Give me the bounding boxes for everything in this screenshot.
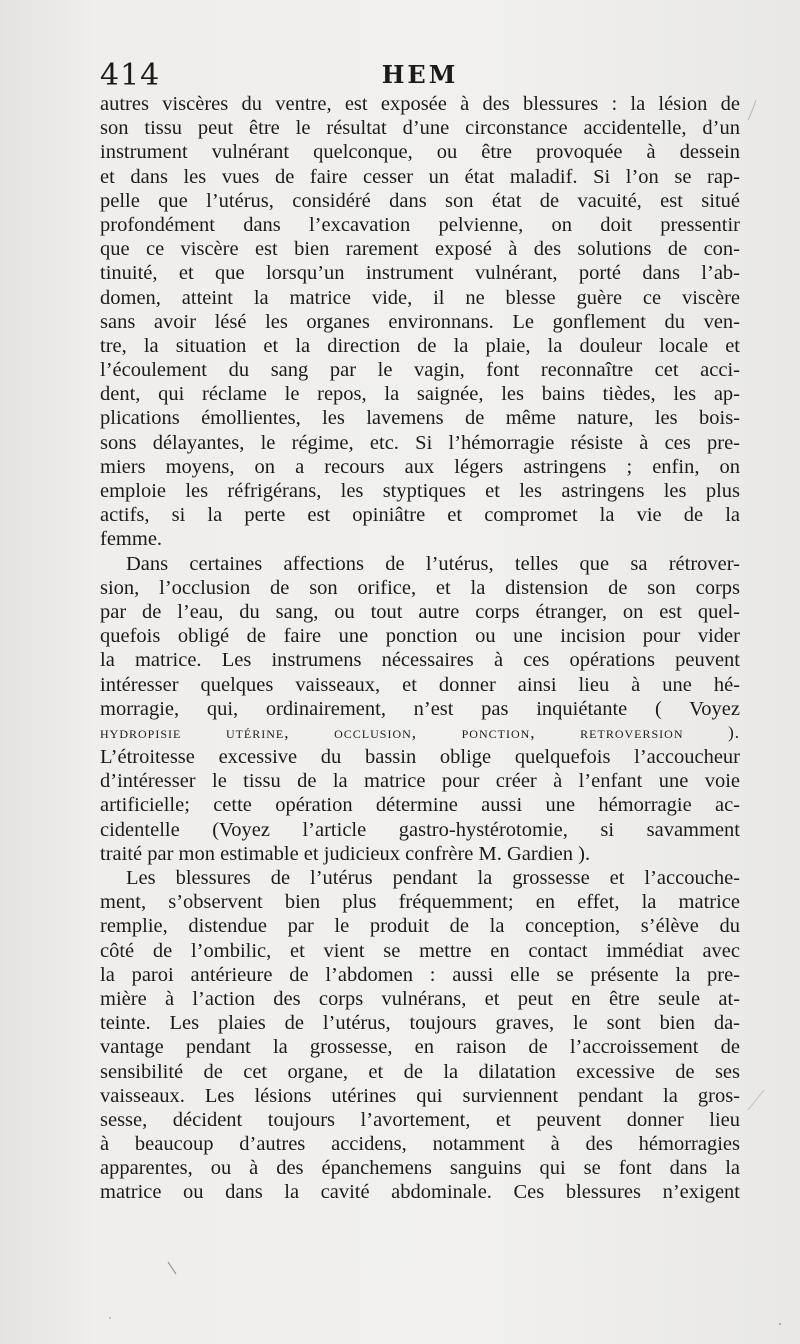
text-line: tinuité, et que lorsqu’un instrument vulnérant, porté dans l’ab- [100, 262, 740, 285]
text-line: instrument vulnérant quelconque, ou être provoquée à dessein [100, 141, 740, 164]
running-head: HEM [381, 60, 459, 89]
text-line: actifs, si la perte est opiniâtre et compromet la vie de la [100, 504, 740, 527]
text-line: par de l’eau, du sang, ou tout autre corps étranger, on est quel- [100, 600, 740, 623]
text-line: que ce viscère est bien rarement exposé à des solutions de con- [100, 238, 740, 261]
text-line: quefois obligé de faire une ponction ou une incision pour vider [100, 625, 740, 648]
text-line: miers moyens, on a recours aux légers astringens ; enfin, on [100, 455, 740, 478]
text-line: emploie les réfrigérans, les styptiques et les astringens les plus [100, 480, 740, 502]
text-line: profondément dans l’excavation pelvienne, on doit pressentir [100, 213, 740, 236]
text-line: mière à l’action des corps vulnérans, et peut en être seule at- [100, 987, 740, 1010]
text-line: sans avoir lésé les organes environnans. Le gonflement du ven- [100, 310, 740, 333]
page-header [100, 58, 740, 92]
text-line: et dans les vues de faire cesser un état maladif. Si l’on se rap- [100, 165, 740, 188]
text-line: sons délayantes, le régime, etc. Si l’hémorragie résiste à ces pre- [100, 431, 740, 454]
text-line: apparentes, ou à des épanchemens sanguins qui se font dans la [100, 1157, 740, 1180]
text-line: cidentelle (Voyez l’article gastro-hystérotomie, si savamment [100, 818, 740, 841]
text-line: l’écoulement du sang par le vagin, font reconnaître cet acci- [100, 359, 740, 382]
text-line: vantage pendant la grossesse, en raison de l’accroissement de [100, 1036, 740, 1059]
body-text [100, 92, 740, 1205]
text-line: matrice ou dans la cavité abdominale. Ces blessures n’exigent [100, 1181, 740, 1204]
text-line: ment, s’observent bien plus fréquemment; en effet, la matrice [100, 891, 740, 914]
text-line: vaisseaux. Les lésions utérines qui surviennent pendant la gros- [100, 1084, 740, 1107]
text-line: femme. [100, 528, 163, 551]
text-line: hydropisie utérine, occlusion, ponction, retroversion ). [100, 722, 740, 742]
text-line: tre, la situation et la direction de la plaie, la douleur locale et [100, 334, 740, 357]
text-line: côté de l’ombilic, et vient se mettre en contact immédiat avec [100, 939, 740, 962]
text-line: remplie, distendue par le produit de la conception, s’élève du [100, 915, 740, 938]
text-line: domen, atteint la matrice vide, il ne blesse guère ce viscère [100, 286, 740, 309]
text-line: d’intéresser le tissu de la matrice pour créer à l’enfant une voie [100, 770, 740, 793]
text-line: autres viscères du ventre, est exposée à des blessures : la lésion de [100, 93, 740, 115]
text-line: Les blessures de l’utérus pendant la grossesse et l’accouche- [126, 867, 740, 889]
text-line: L’étroitesse excessive du bassin oblige quelquefois l’accoucheur [100, 746, 740, 769]
page-number: 414 [100, 58, 161, 93]
text-line: traité par mon estimable et judicieux confrère M. Gardien ). [100, 842, 591, 865]
text-line: la paroi antérieure de l’abdomen : aussi elle se présente la pre- [100, 963, 740, 986]
text-line: la matrice. Les instrumens nécessaires à ces opérations peuvent [100, 649, 740, 672]
text-line: morragie, qui, ordinairement, n’est pas inquiétante ( Voyez [100, 697, 740, 720]
text-line: sion, l’occlusion de son orifice, et la distension de son corps [100, 576, 740, 599]
text-line: pelle que l’utérus, considéré dans son état de vacuité, est situé [100, 189, 740, 212]
text-line: artificielle; cette opération détermine aussi une hémorragie ac- [100, 794, 740, 817]
text-line: plications émollientes, les lavemens de même nature, les bois- [100, 407, 740, 430]
text-line: dent, qui réclame le repos, la saignée, les bains tièdes, les ap- [100, 383, 740, 406]
text-line: sesse, décident toujours l’avortement, et peuvent donner lieu [100, 1108, 740, 1131]
text-line: sensibilité de cet organe, et de la dilatation excessive de ses [100, 1060, 740, 1083]
text-line: Dans certaines affections de l’utérus, telles que sa rétrover- [126, 552, 740, 575]
text-line: son tissu peut être le résultat d’une circonstance accidentelle, d’un [100, 117, 740, 140]
text-line: intéresser quelques vaisseaux, et donner ainsi lieu à une hé- [100, 673, 740, 696]
text-line: teinte. Les plaies de l’utérus, toujours graves, le sont bien da- [100, 1012, 740, 1035]
text-line: à beaucoup d’autres accidens, notamment à des hémorragies [100, 1133, 740, 1156]
